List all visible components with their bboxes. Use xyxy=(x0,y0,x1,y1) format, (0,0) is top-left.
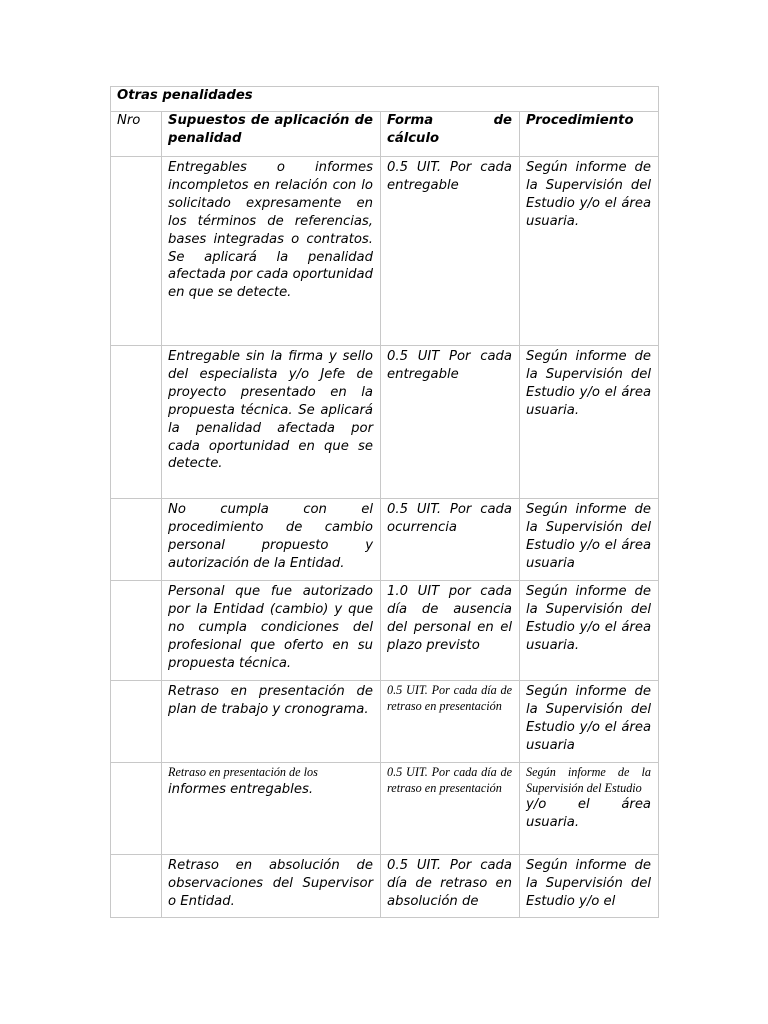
table-row xyxy=(111,499,659,581)
row-supuesto-text-a: Retraso en presentación de los xyxy=(168,765,318,779)
row-supuesto: Entregables o informes incompletos en relación con lo solicitado expresamente en los términos de referencias, bases integradas o contratos. Se aplicará la penalidad afectada por cada oportunidad en que se detecte. xyxy=(162,157,381,346)
row-procedimiento-text-b: y/o el área usuaria. xyxy=(526,797,652,830)
row-nro xyxy=(111,855,162,918)
header-nro: Nro xyxy=(111,112,162,157)
row-supuesto: Personal que fue autorizado por la Entidad (cambio) y que no cumpla condiciones del profesional que oferto en su propuesta técnica. xyxy=(162,581,381,681)
table-row xyxy=(111,763,659,855)
table-header-row xyxy=(111,112,659,157)
row-nro xyxy=(111,346,162,499)
row-supuesto: Retraso en absolución de observaciones del Supervisor o Entidad. xyxy=(162,855,381,918)
row-procedimiento xyxy=(520,763,659,855)
row-forma: 0.5 UIT. Por cada entregable xyxy=(381,157,520,346)
row-nro xyxy=(111,763,162,855)
row-procedimiento: Según informe de la Supervisión del Estudio y/o el área usuaria xyxy=(520,681,659,763)
row-procedimiento-text-a: Según informe de la Supervisión del Estudio xyxy=(526,765,652,795)
row-forma: 0.5 UIT. Por cada día de retraso en absolución de xyxy=(381,855,520,918)
header-procedimiento: Procedimiento xyxy=(520,112,659,157)
row-supuesto: Entregable sin la firma y sello del especialista y/o Jefe de proyecto presentado en la propuesta técnica. Se aplicará la penalidad afectada por cada oportunidad en que se detecte. xyxy=(162,346,381,499)
row-procedimiento: Según informe de la Supervisión del Estudio y/o el xyxy=(520,855,659,918)
table-caption-row xyxy=(111,87,659,112)
table-row xyxy=(111,157,659,346)
table-row xyxy=(111,581,659,681)
row-procedimiento: Según informe de la Supervisión del Estudio y/o el área usuaria xyxy=(520,499,659,581)
table-row xyxy=(111,855,659,918)
row-nro xyxy=(111,499,162,581)
row-supuesto-text-b: informes entregables. xyxy=(168,781,314,797)
row-nro xyxy=(111,157,162,346)
header-forma: Forma de cálculo xyxy=(381,112,520,157)
row-procedimiento: Según informe de la Supervisión del Estudio y/o el área usuaria. xyxy=(520,346,659,499)
row-procedimiento: Según informe de la Supervisión del Estudio y/o el área usuaria. xyxy=(520,157,659,346)
row-forma: 0.5 UIT Por cada entregable xyxy=(381,346,520,499)
row-supuesto: Retraso en presentación de plan de trabajo y cronograma. xyxy=(162,681,381,763)
row-forma xyxy=(381,681,520,763)
table-row xyxy=(111,346,659,499)
row-supuesto: No cumpla con el procedimiento de cambio personal propuesto y autorización de la Entidad. xyxy=(162,499,381,581)
row-nro xyxy=(111,581,162,681)
row-forma: 1.0 UIT por cada día de ausencia del personal en el plazo previsto xyxy=(381,581,520,681)
row-forma-text: 0.5 UIT. Por cada día de retraso en presentación xyxy=(387,683,512,713)
table-row xyxy=(111,681,659,763)
row-procedimiento: Según informe de la Supervisión del Estudio y/o el área usuaria. xyxy=(520,581,659,681)
row-forma xyxy=(381,763,520,855)
penalties-table xyxy=(110,86,659,918)
table-caption: Otras penalidades xyxy=(111,87,659,112)
row-supuesto xyxy=(162,763,381,855)
row-nro xyxy=(111,681,162,763)
header-supuestos: Supuestos de aplicación de penalidad xyxy=(162,112,381,157)
row-forma: 0.5 UIT. Por cada ocurrencia xyxy=(381,499,520,581)
row-forma-text: 0.5 UIT. Por cada día de retraso en presentación xyxy=(387,765,512,795)
